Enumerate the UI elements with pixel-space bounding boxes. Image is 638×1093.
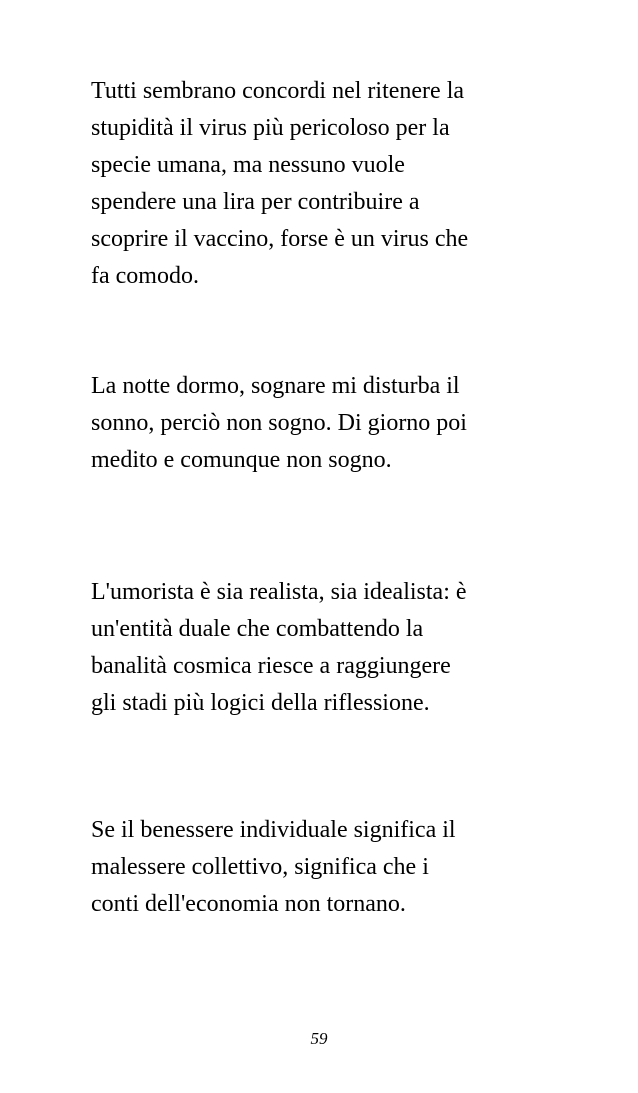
text-line: gli stadi più logici della riflessione. [91,690,430,716]
text-line: La notte dormo, sognare mi disturba il [91,373,460,399]
text-line: Se il benessere individuale significa il [91,817,456,843]
text-line: Tutti sembrano concordi nel ritenere la [91,78,465,104]
aphorism-paragraph-2 [91,368,551,479]
text-line: conti dell'economia non tornano. [91,891,406,917]
text-line: stupidità il virus più pericoloso per la [91,115,450,141]
aphorism-paragraph-1 [91,73,551,295]
text-line: L'umorista è sia realista, sia idealista: è [91,579,467,605]
aphorism-paragraph-4 [91,812,551,923]
text-line: scoprire il vaccino, forse è un virus che [91,226,469,252]
text-line: specie umana, ma nessuno vuole [91,152,405,178]
aphorism-paragraph-3 [91,574,551,722]
text-line: banalità cosmica riesce a raggiungere [91,653,451,679]
text-line: fa comodo. [91,263,199,289]
text-line: sonno, perciò non sogno. Di giorno poi [91,410,467,436]
text-line: medito e comunque non sogno. [91,447,392,473]
page-number: 59 [310,1029,328,1048]
text-line: malessere collettivo, significa che i [91,854,429,880]
text-line: un'entità duale che combattendo la [91,616,424,642]
text-line: spendere una lira per contribuire a [91,189,420,215]
